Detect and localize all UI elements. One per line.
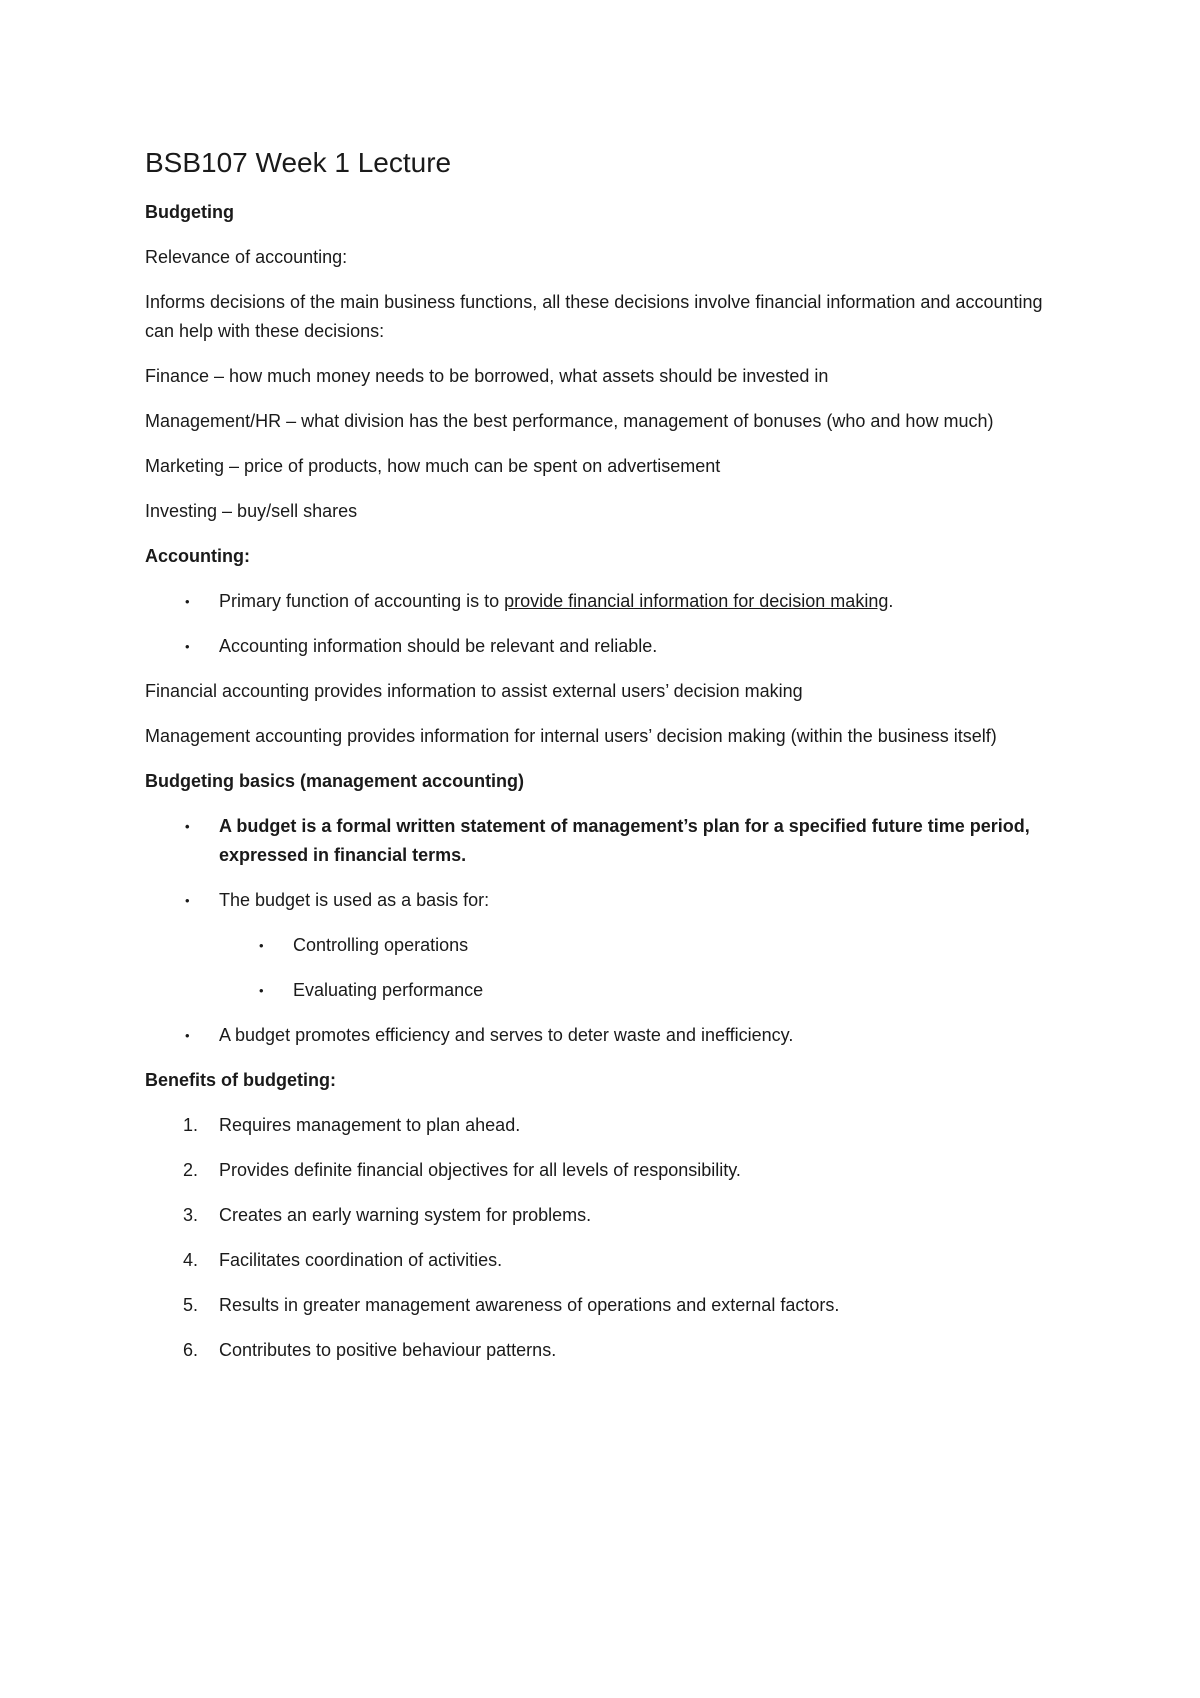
list-item-text: Primary function of accounting is to xyxy=(219,591,505,611)
bullet-icon: • xyxy=(259,938,264,953)
item-text: Provides definite financial objectives for all levels of responsibility. xyxy=(219,1160,741,1180)
sub-list-item xyxy=(145,931,1065,960)
benefits-list xyxy=(145,1111,1065,1365)
management-accounting-text: Management accounting provides information for internal users’ decision making (within the business itself) xyxy=(145,726,997,746)
finance-text: Finance – how much money needs to be borrowed, what assets should be invested in xyxy=(145,366,829,386)
bullet-icon: • xyxy=(259,983,264,998)
list-item-text: The budget is used as a basis for: xyxy=(219,890,490,910)
relevance-text: Relevance of accounting: xyxy=(145,247,348,267)
numbered-item xyxy=(145,1201,1065,1230)
marketing-text: Marketing – price of products, how much can be spent on advertisement xyxy=(145,456,721,476)
financial-accounting-text: Financial accounting provides information to assist external users’ decision making xyxy=(145,681,803,701)
item-number: 2. xyxy=(183,1160,199,1180)
list-item-text: Evaluating performance xyxy=(293,980,484,1000)
item-text: Creates an early warning system for problems. xyxy=(219,1205,592,1225)
item-text: Requires management to plan ahead. xyxy=(219,1115,521,1135)
numbered-item xyxy=(145,1291,1065,1320)
management-hr-text: Management/HR – what division has the best performance, management of bonuses (who and how much) xyxy=(145,411,994,431)
list-item xyxy=(145,886,1065,915)
item-number: 6. xyxy=(183,1340,199,1360)
list-item xyxy=(145,812,1065,870)
item-number: 5. xyxy=(183,1295,199,1315)
underlined-phrase: provide financial information for decision making xyxy=(504,591,889,611)
numbered-item xyxy=(145,1111,1065,1140)
numbered-item xyxy=(145,1336,1065,1365)
bullet-icon: • xyxy=(185,1028,190,1043)
item-number: 3. xyxy=(183,1205,199,1225)
page-title: BSB107 Week 1 Lecture xyxy=(145,147,452,178)
heading-benefits: Benefits of budgeting: xyxy=(145,1070,336,1090)
list-item-punct: . xyxy=(888,591,894,611)
accounting-list xyxy=(145,587,1065,661)
item-text: Results in greater management awareness of operations and external factors. xyxy=(219,1295,840,1315)
heading-budgeting-basics: Budgeting basics (management accounting) xyxy=(145,771,525,791)
list-item xyxy=(145,587,1065,616)
heading-budgeting: Budgeting xyxy=(145,202,234,222)
list-item-text: Controlling operations xyxy=(293,935,469,955)
bullet-icon: • xyxy=(185,893,190,908)
item-text: Facilitates coordination of activities. xyxy=(219,1250,503,1270)
basics-list xyxy=(145,812,1065,1050)
bullet-icon: • xyxy=(185,819,190,834)
numbered-item xyxy=(145,1246,1065,1275)
document-body xyxy=(145,145,1065,1381)
bullet-icon: • xyxy=(185,639,190,654)
bullet-icon: • xyxy=(185,594,190,609)
item-number: 1. xyxy=(183,1115,199,1135)
list-item xyxy=(145,1021,1065,1050)
sub-list-item xyxy=(145,976,1065,1005)
heading-accounting: Accounting: xyxy=(145,546,250,566)
item-text: Contributes to positive behaviour patterns. xyxy=(219,1340,557,1360)
numbered-item xyxy=(145,1156,1065,1185)
list-item-text: A budget promotes efficiency and serves to deter waste and inefficiency. xyxy=(219,1025,794,1045)
list-item xyxy=(145,632,1065,661)
list-item-text: Accounting information should be relevant and reliable. xyxy=(219,636,658,656)
informs-text: Informs decisions of the main business functions, all these decisions involve financial information and accounting can help with these decisions: xyxy=(145,292,1043,341)
list-item-text: A budget is a formal written statement of management’s plan for a specified future time period, expressed in financial terms. xyxy=(219,816,1030,865)
investing-text: Investing – buy/sell shares xyxy=(145,501,358,521)
item-number: 4. xyxy=(183,1250,199,1270)
